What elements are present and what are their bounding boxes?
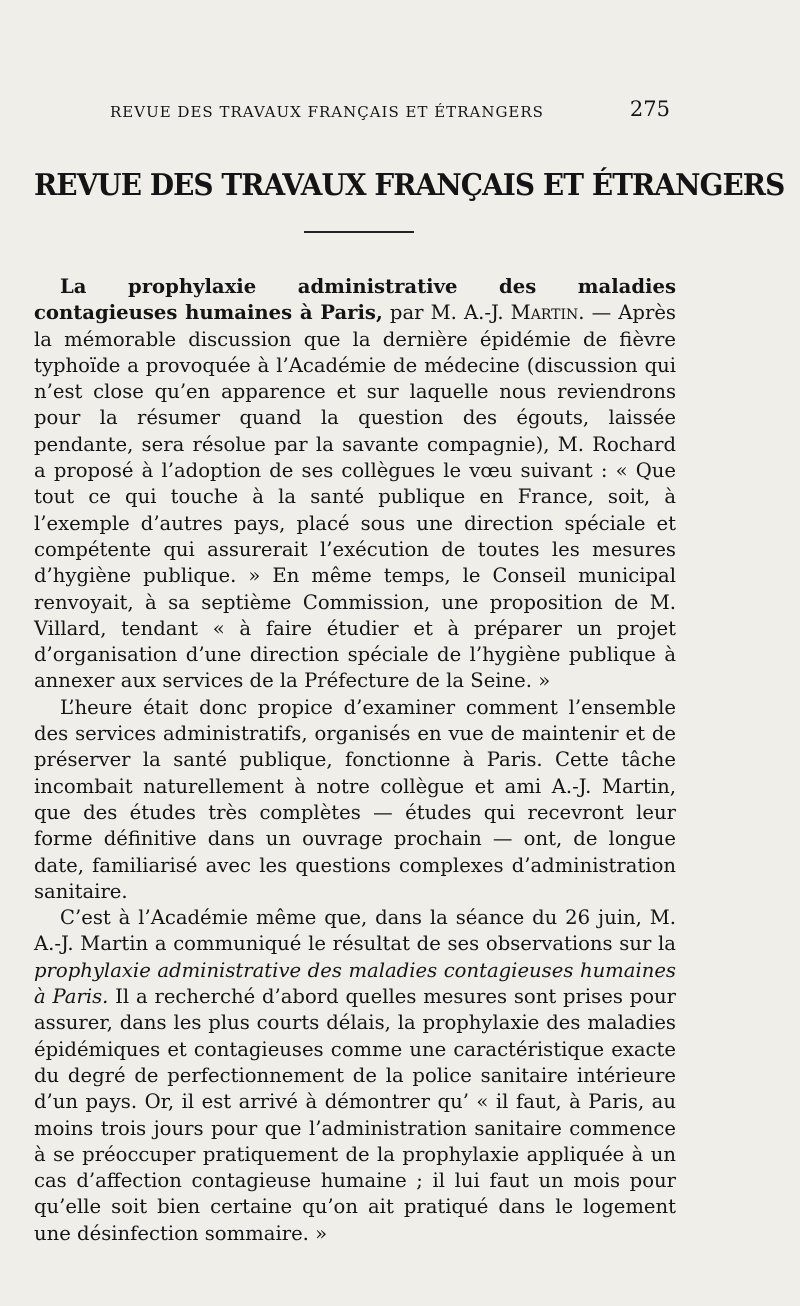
- paragraph-1: [34, 274, 676, 695]
- paragraph-2: L’heure était donc propice d’examiner comment l’ensemble des services administratifs, organisés en vue de maintenir et de préserver la santé publique, fonctionne à Paris. Cette tâche incombait naturellement à notre collègue et ami A.-J. Martin, que des études très complètes — études qui recevront leur forme définitive dans un ouvrage prochain — ont, de longue date, familiarisé avec les questions complexes d’administration sanitaire.: [34, 695, 676, 903]
- section-title: REVUE DES TRAVAUX FRANÇAIS ET ÉTRANGERS: [34, 168, 785, 203]
- paragraph-1-text: — Après la mémorable discussion que la dernière épidémie de fièvre typhoïde a provoquée à l’Académie de médecine (discussion qui n’est close qu’en apparence et sur laquelle nous reviendrons pour la résumer quand la question des égouts, laissée pendante, sera résolue par la savante compagnie), M. Rochard a proposé à l’adoption de ses collègues le vœu suivant : « Que tout ce qui touche à la santé publique en France, soit, à l’exemple d’autres pays, placé sous une direction spéciale et compétente qui assurerait l’exécution de toutes les mesures d’hygiène publique. » En même temps, le Conseil municipal renvoyait, à sa septième Commission, une proposition de M. Villard, tendant « à faire étudier et à préparer un projet d’organisation d’une direction spéciale de l’hygiène publique à annexer aux services de la Préfecture de la Seine. »: [34, 301, 676, 693]
- article-body: [34, 274, 676, 1247]
- byline-prefix: par M. A.-J.: [389, 301, 511, 325]
- page-number: 275: [629, 97, 670, 121]
- paper-title-italic: prophylaxie administrative des maladies contagieuses humaines à Paris.: [34, 958, 676, 1009]
- article-lead-title: La prophylaxie administrative des maladies contagieuses humaines à Paris,: [34, 275, 676, 325]
- running-title: REVUE DES TRAVAUX FRANÇAIS ET ÉTRANGERS: [110, 103, 544, 121]
- author-name: Martin.: [510, 301, 585, 325]
- title-rule: [304, 231, 414, 233]
- paragraph-3: [34, 905, 676, 1247]
- paragraph-3-text-start: C’est à l’Académie même que, dans la séance du 26 juin, M. A.-J. Martin a communiqué le résultat de ses observations sur la: [34, 906, 676, 956]
- paragraph-3-text-end: Il a recherché d’abord quelles mesures sont prises pour assurer, dans les plus courts délais, la prophylaxie des maladies épidémiques et contagieuses comme une caractéristique exacte du degré de perfectionnement de la police sanitaire intérieure d’un pays. Or, il est arrivé à démontrer qu’ « il faut, à Paris, au moins trois jours pour que l’administration sanitaire commence à se préoccuper pratiquement de la prophylaxie appliquée à un cas d’affection contagieuse humaine ; il lui faut un mois pour qu’elle soit bien certaine qu’on ait pratiqué dans le logement une désinfection sommaire. »: [34, 985, 677, 1245]
